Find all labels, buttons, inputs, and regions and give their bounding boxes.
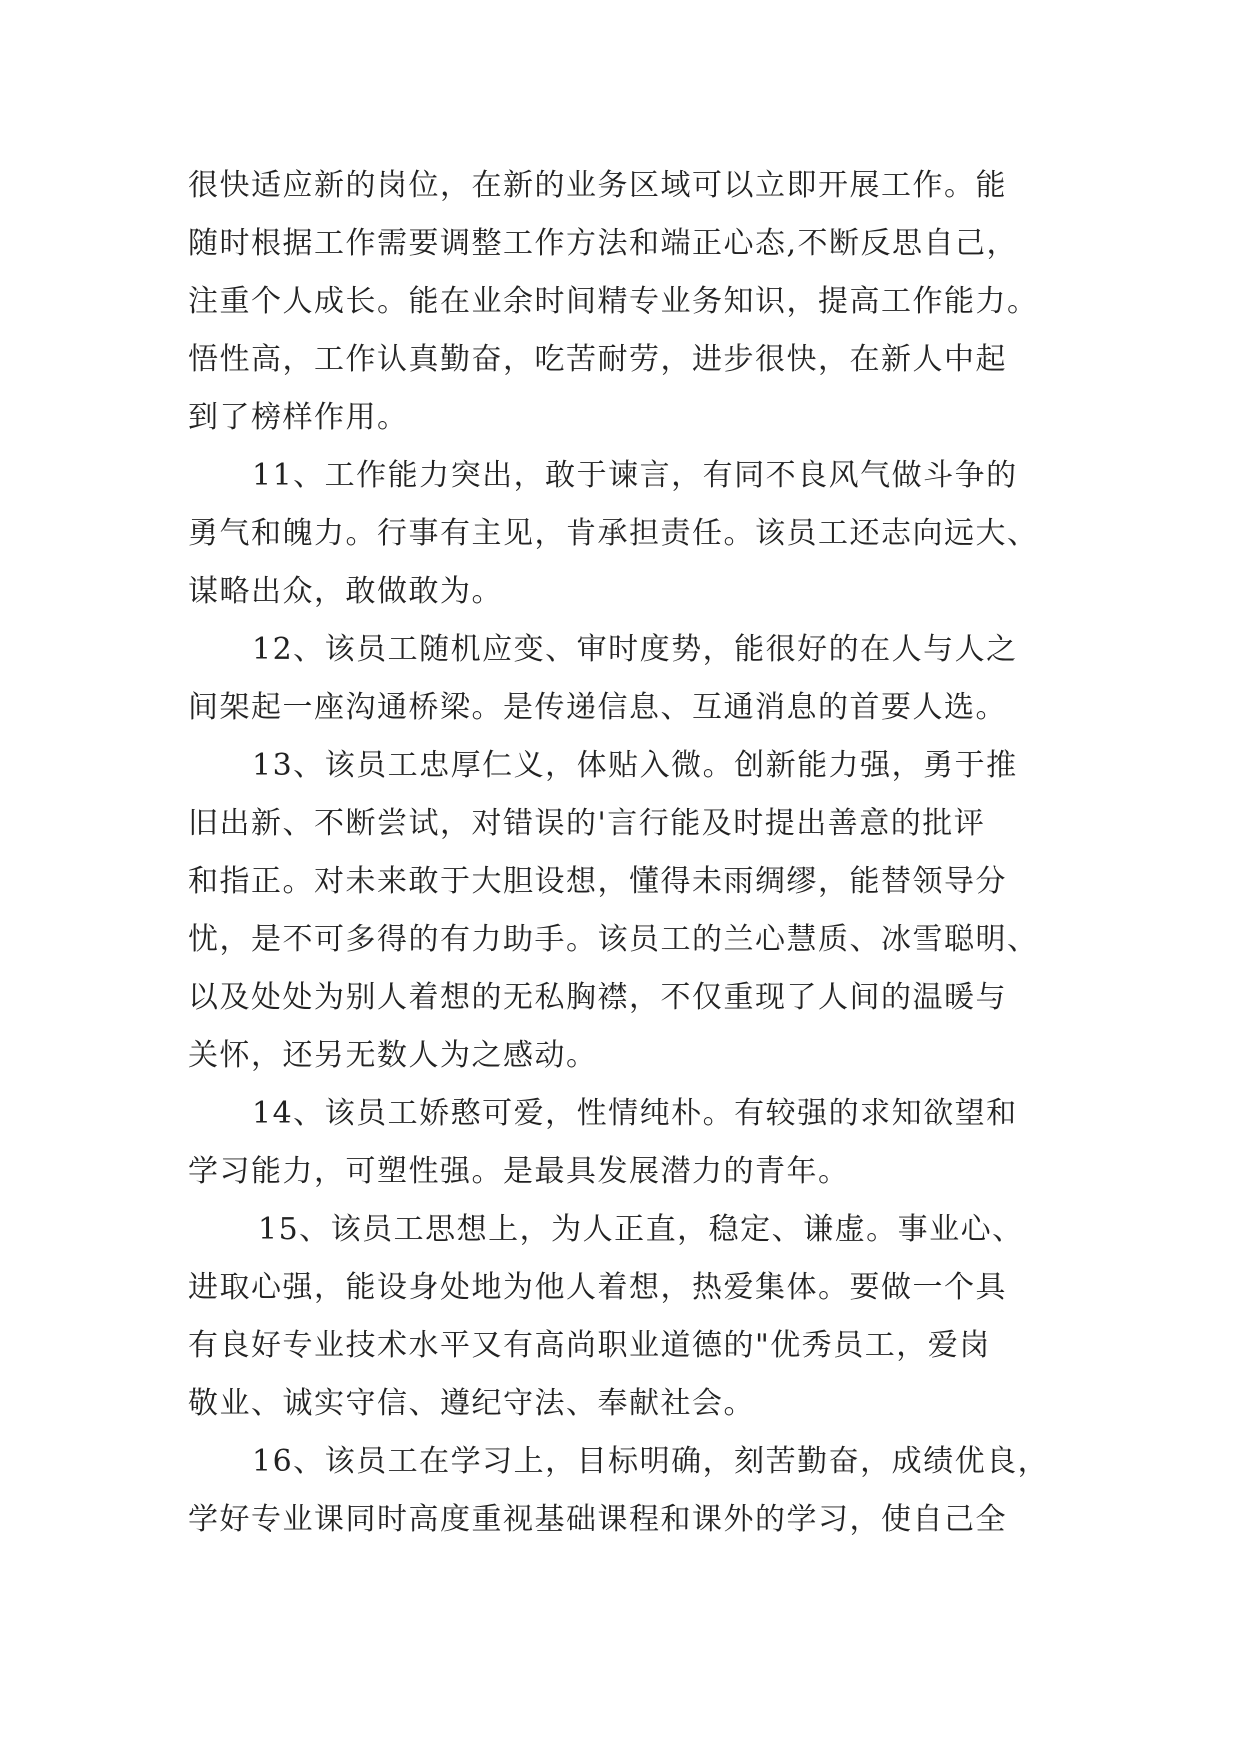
text-line: 以及处处为别人着想的无私胸襟，不仅重现了人间的温暖与 xyxy=(188,980,1007,1015)
text-line: 悟性高，工作认真勤奋，吃苦耐劳，进步很快，在新人中起 xyxy=(188,342,1007,377)
text-line: 很快适应新的岗位，在新的业务区域可以立即开展工作。能 xyxy=(188,168,1007,203)
text-line: 关怀，还另无数人为之感动。 xyxy=(188,1038,598,1073)
text-line: 勇气和魄力。行事有主见，肯承担责任。该员工还志向远大、 xyxy=(188,516,1039,551)
text-line: 随时根据工作需要调整工作方法和端正心态,不断反思自己， xyxy=(188,226,1019,261)
text-line: 谋略出众，敢做敢为。 xyxy=(188,574,503,609)
text-line: 注重个人成长。能在业余时间精专业务知识，提高工作能力。 xyxy=(188,284,1039,319)
text-line: 学习能力，可塑性强。是最具发展潜力的青年。 xyxy=(188,1154,850,1189)
text-line: 忧，是不可多得的有力助手。该员工的兰心慧质、冰雪聪明、 xyxy=(188,922,1039,957)
text-line: 学好专业课同时高度重视基础课程和课外的学习，使自己全 xyxy=(188,1502,1007,1537)
text-line: 有良好专业技术水平又有高尚职业道德的"优秀员工，爱岗 xyxy=(188,1328,991,1363)
text-line: 到了榜样作用。 xyxy=(188,400,409,435)
text-line: 敬业、诚实守信、遵纪守法、奉献社会。 xyxy=(188,1386,755,1421)
paragraph-13-start: 13、该员工忠厚仁义，体贴入微。创新能力强，勇于推 xyxy=(252,748,1018,783)
paragraph-14-start: 14、该员工娇憨可爱，性情纯朴。有较强的求知欲望和 xyxy=(252,1096,1018,1131)
text-line: 旧出新、不断尝试，对错误的'言行能及时提出善意的批评 xyxy=(188,806,986,841)
paragraph-11-start: 11、工作能力突出，敢于谏言，有同不良风气做斗争的 xyxy=(252,458,1018,493)
paragraph-12-start: 12、该员工随机应变、审时度势，能很好的在人与人之 xyxy=(252,632,1018,667)
text-line: 和指正。对未来敢于大胆设想，懂得未雨绸缪，能替领导分 xyxy=(188,864,1007,899)
paragraph-15-start: 15、该员工思想上，为人正直，稳定、谦虚。事业心、 xyxy=(258,1212,1024,1247)
text-line: 进取心强，能设身处地为他人着想，热爱集体。要做一个具 xyxy=(188,1270,1007,1305)
text-line: 间架起一座沟通桥梁。是传递信息、互通消息的首要人选。 xyxy=(188,690,1007,725)
paragraph-16-start: 16、该员工在学习上，目标明确，刻苦勤奋，成绩优良， xyxy=(252,1444,1050,1479)
